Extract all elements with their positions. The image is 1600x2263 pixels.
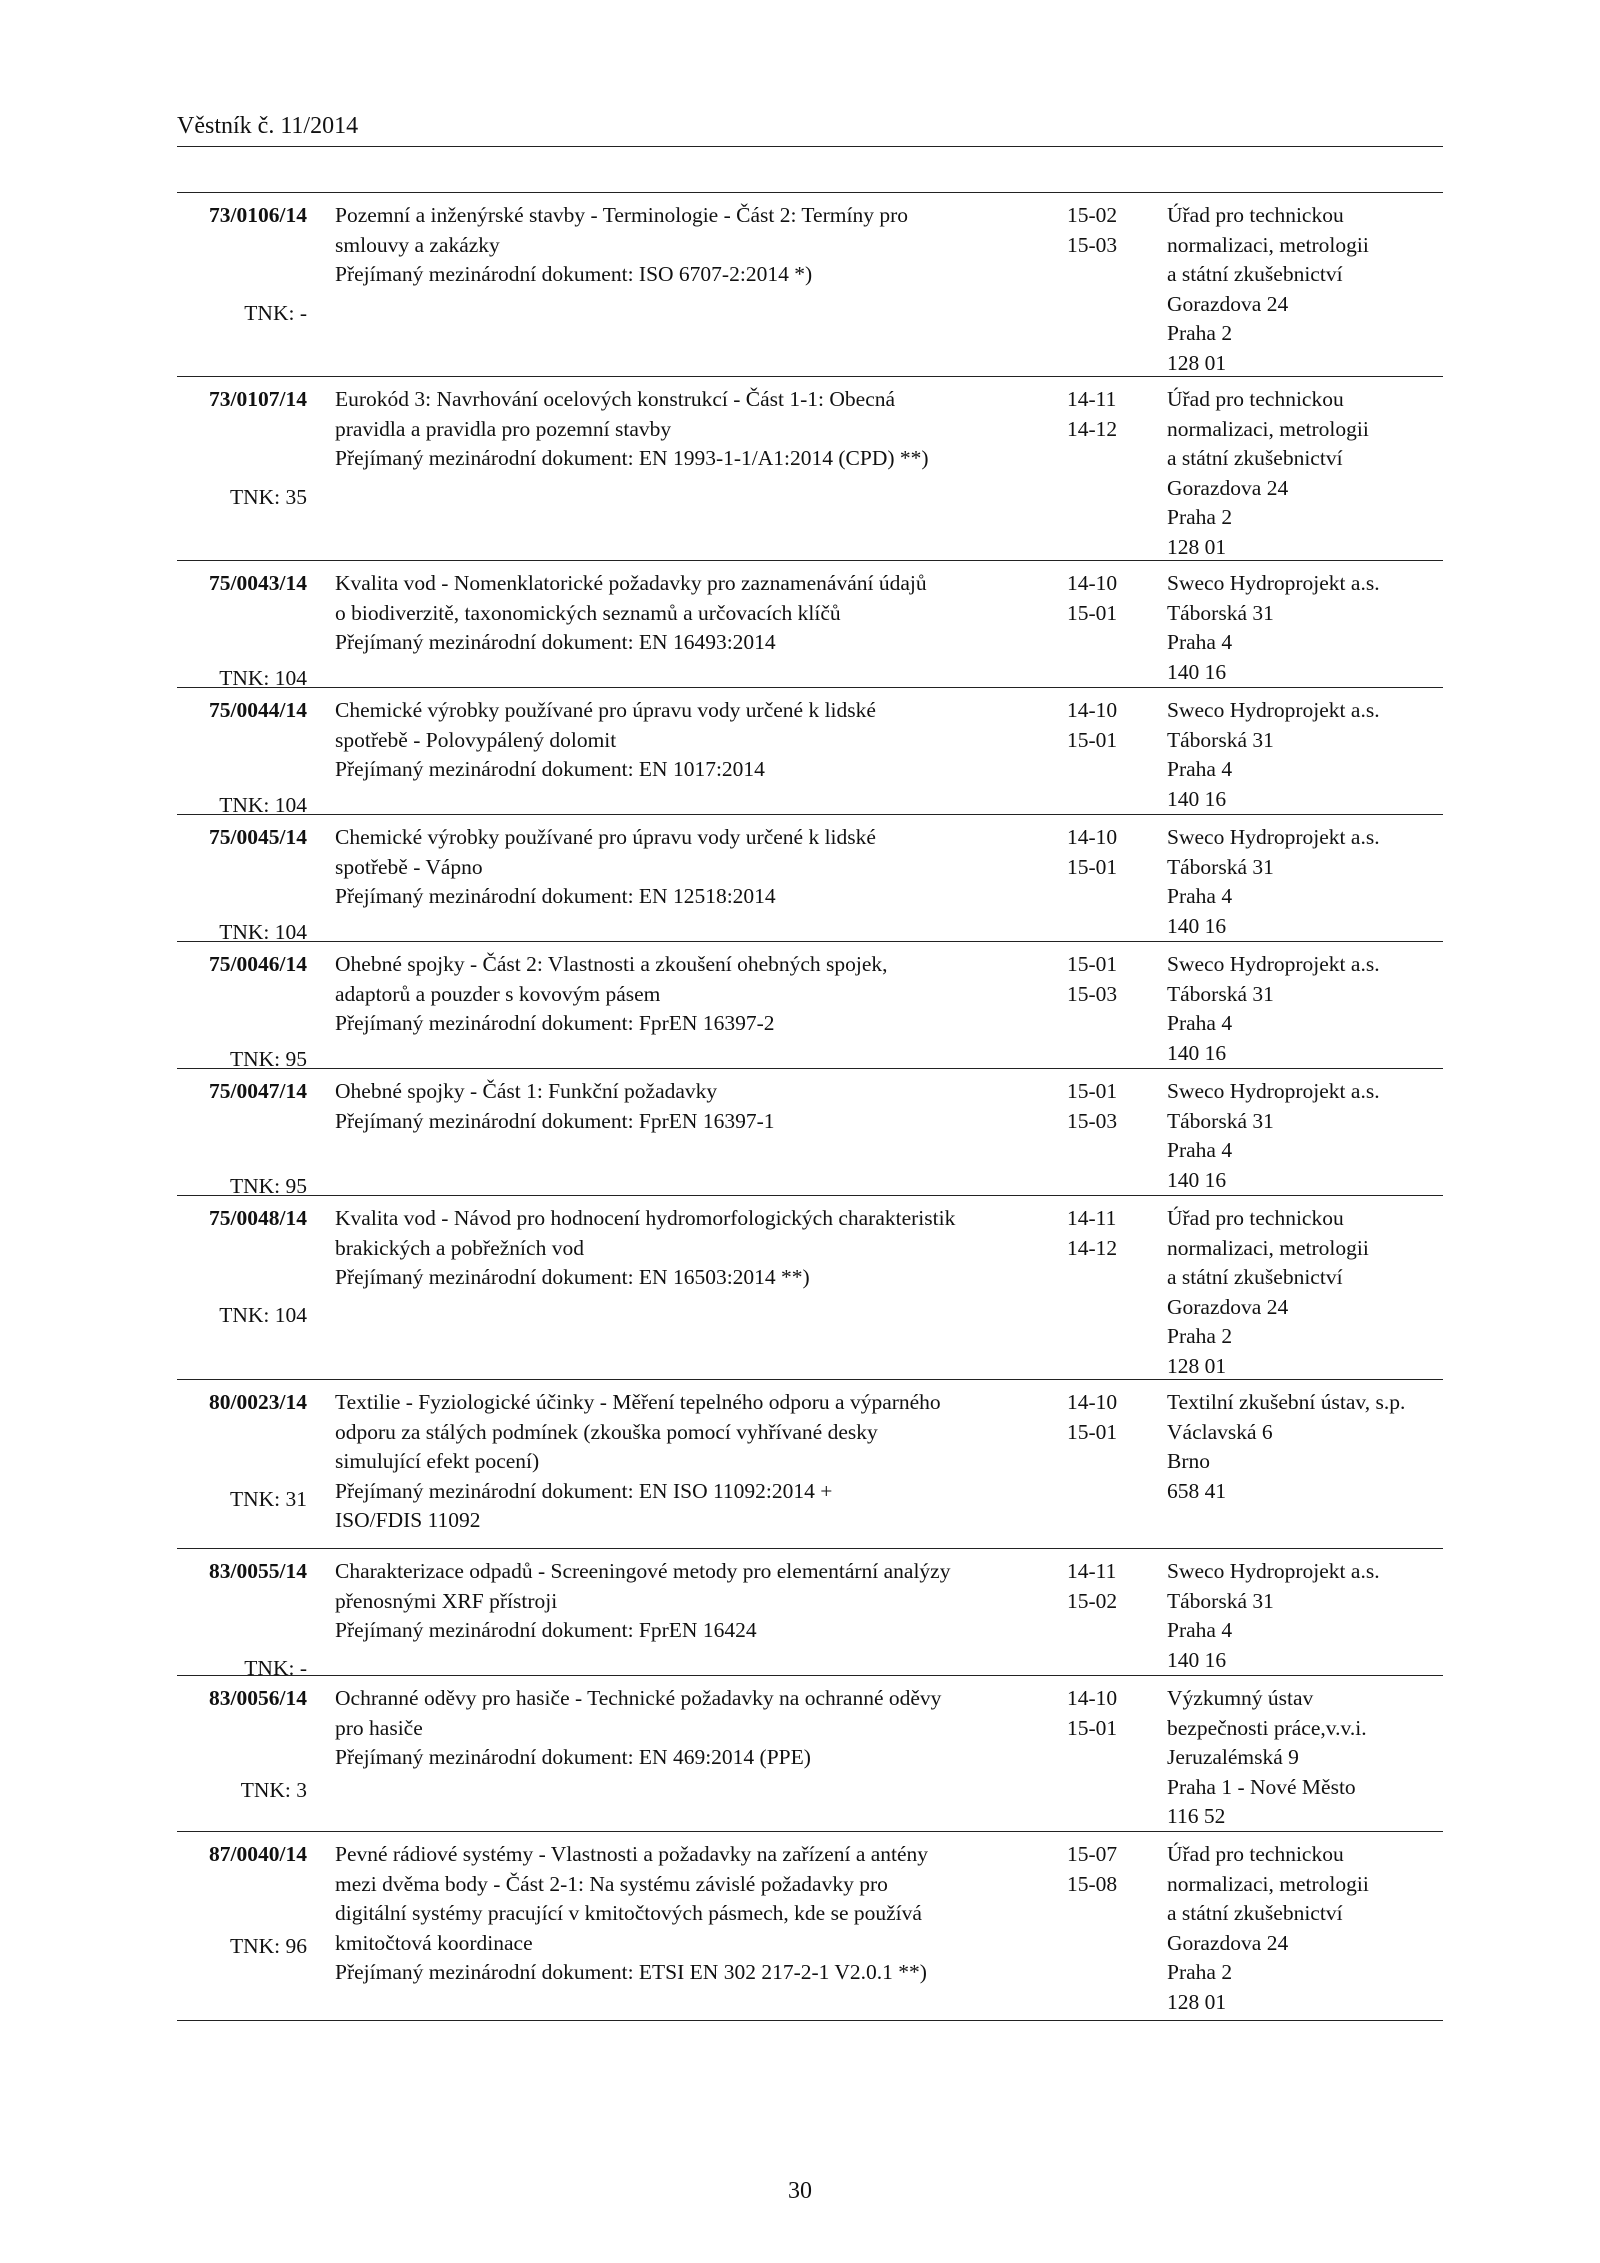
title-line: Pozemní a inženýrské stavby - Terminologie - Část 2: Termíny pro: [335, 203, 908, 227]
address-line: a státní zkušebnictví: [1167, 1265, 1343, 1289]
date-line: 14-10: [1067, 1686, 1118, 1710]
title-line: pravidla a pravidla pro pozemní stavby: [335, 416, 672, 441]
address-line: normalizaci, metrologii: [1167, 1235, 1369, 1260]
table-row: [177, 1196, 1443, 1380]
title-line: Přejímaný mezinárodní dokument: EN 1993-1-1/A1:2014 (CPD) **): [335, 446, 929, 470]
entry-id-cell: [177, 696, 307, 817]
title-line: odporu za stálých podmínek (zkouška pomocí vyhřívané desky: [335, 1419, 878, 1444]
title-line: spotřebě - Vápno: [335, 854, 483, 879]
address-line: 140 16: [1167, 1647, 1227, 1672]
entry-dates-cell: [1067, 1840, 1157, 1899]
entry-title-cell: [335, 1840, 1035, 1988]
address-line: 116 52: [1167, 1804, 1226, 1828]
address-line: Textilní zkušební ústav, s.p.: [1167, 1390, 1406, 1414]
date-line: 14-11: [1067, 387, 1117, 411]
date-line: 15-03: [1067, 1108, 1118, 1133]
table-row: [177, 688, 1443, 815]
title-line: Přejímaný mezinárodní dokument: EN 469:2014 (PPE): [335, 1745, 811, 1769]
date-line: 14-10: [1067, 571, 1118, 595]
title-line: pro hasiče: [335, 1715, 423, 1740]
entry-id-cell: [177, 1557, 307, 1680]
address-line: Sweco Hydroprojekt a.s.: [1167, 1079, 1380, 1103]
tnk-label: TNK: 104: [219, 920, 307, 944]
entry-title-cell: [335, 569, 1035, 658]
address-line: Brno: [1167, 1449, 1210, 1473]
date-line: 15-08: [1067, 1871, 1118, 1896]
date-line: 15-01: [1067, 1419, 1118, 1444]
address-line: Praha 4: [1167, 1138, 1233, 1162]
address-line: a státní zkušebnictví: [1167, 262, 1343, 286]
entry-dates-cell: [1067, 569, 1157, 628]
date-line: 15-02: [1067, 1588, 1118, 1613]
address-line: normalizaci, metrologii: [1167, 1871, 1369, 1896]
address-line: Praha 4: [1167, 1011, 1233, 1035]
entry-address-cell: [1167, 1388, 1447, 1506]
date-line: 15-03: [1067, 232, 1118, 257]
entry-number: 75/0043/14: [209, 571, 307, 595]
entry-number: 75/0045/14: [209, 825, 307, 849]
address-line: Výzkumný ústav: [1167, 1686, 1314, 1710]
title-line: Přejímaný mezinárodní dokument: EN 16493:2014: [335, 630, 776, 654]
address-line: 658 41: [1167, 1478, 1227, 1503]
address-line: normalizaci, metrologii: [1167, 232, 1369, 257]
entry-address-cell: [1167, 950, 1447, 1068]
title-line: adaptorů a pouzder s kovovým pásem: [335, 981, 661, 1006]
title-line: Přejímaný mezinárodní dokument: FprEN 16397-1: [335, 1108, 775, 1133]
entry-address-cell: [1167, 1840, 1447, 2017]
table-row: [177, 193, 1443, 377]
tnk-label: TNK: -: [244, 1656, 307, 1680]
title-line: ISO/FDIS 11092: [335, 1508, 481, 1532]
title-line: o biodiverzitě, taxonomických seznamů a určovacích klíčů: [335, 600, 841, 625]
address-line: Praha 4: [1167, 757, 1233, 781]
entry-number: 83/0056/14: [209, 1686, 307, 1710]
date-line: 15-07: [1067, 1842, 1118, 1866]
date-line: 15-01: [1067, 727, 1118, 752]
title-line: Kvalita vod - Nomenklatorické požadavky pro zaznamenávání údajů: [335, 571, 927, 595]
address-line: a státní zkušebnictví: [1167, 446, 1343, 470]
entry-id-cell: [177, 385, 307, 509]
address-line: Úřad pro technickou: [1167, 387, 1344, 411]
title-line: Chemické výrobky používané pro úpravu vody určené k lidské: [335, 698, 876, 722]
address-line: 140 16: [1167, 659, 1227, 684]
date-line: 15-03: [1067, 981, 1118, 1006]
title-line: Přejímaný mezinárodní dokument: EN 1017:2014: [335, 757, 765, 781]
address-line: 140 16: [1167, 913, 1227, 938]
entry-number: 73/0106/14: [209, 203, 307, 227]
address-line: Sweco Hydroprojekt a.s.: [1167, 1559, 1380, 1583]
date-line: 14-11: [1067, 1206, 1117, 1230]
address-line: Táborská 31: [1167, 727, 1274, 752]
table-row: [177, 1069, 1443, 1196]
table-row: [177, 561, 1443, 688]
title-line: Chemické výrobky používané pro úpravu vody určené k lidské: [335, 825, 876, 849]
address-line: Táborská 31: [1167, 600, 1274, 625]
entry-address-cell: [1167, 823, 1447, 941]
title-line: kmitočtová koordinace: [335, 1930, 533, 1955]
page-header: [177, 112, 1443, 147]
address-line: Gorazdova 24: [1167, 1930, 1289, 1955]
entry-dates-cell: [1067, 385, 1157, 444]
entry-address-cell: [1167, 1077, 1447, 1195]
address-line: Úřad pro technickou: [1167, 1206, 1344, 1230]
entry-title-cell: [335, 1684, 1035, 1773]
title-line: Charakterizace odpadů - Screeningové metody pro elementární analýzy: [335, 1559, 951, 1583]
tnk-label: TNK: -: [244, 301, 307, 325]
title-line: Přejímaný mezinárodní dokument: EN 12518:2014: [335, 884, 776, 908]
tnk-label: TNK: 96: [229, 1934, 307, 1958]
address-line: Gorazdova 24: [1167, 1294, 1289, 1319]
address-line: a státní zkušebnictví: [1167, 1901, 1343, 1925]
page-number: 30: [788, 2178, 812, 2204]
address-line: 140 16: [1167, 1167, 1227, 1192]
entry-dates-cell: [1067, 201, 1157, 260]
entry-id-cell: [177, 1388, 307, 1511]
address-line: Táborská 31: [1167, 1588, 1274, 1613]
title-line: smlouvy a zakázky: [335, 232, 500, 257]
entry-dates-cell: [1067, 1077, 1157, 1136]
title-line: mezi dvěma body - Část 2-1: Na systému závislé požadavky pro: [335, 1871, 888, 1896]
date-line: 14-10: [1067, 698, 1118, 722]
entry-number: 80/0023/14: [209, 1390, 307, 1414]
entry-dates-cell: [1067, 1684, 1157, 1743]
entry-id-cell: [177, 1077, 307, 1198]
date-line: 14-12: [1067, 1235, 1118, 1260]
address-line: Sweco Hydroprojekt a.s.: [1167, 952, 1380, 976]
tnk-label: TNK: 104: [219, 666, 307, 690]
address-line: 140 16: [1167, 786, 1227, 811]
table-row: [177, 377, 1443, 561]
entry-dates-cell: [1067, 696, 1157, 755]
entry-title-cell: [335, 1557, 1035, 1646]
address-line: Praha 2: [1167, 505, 1233, 529]
address-line: 140 16: [1167, 1040, 1227, 1065]
title-line: Ohebné spojky - Část 1: Funkční požadavky: [335, 1079, 718, 1103]
title-line: přenosnými XRF přístroji: [335, 1588, 558, 1613]
entry-address-cell: [1167, 1204, 1447, 1381]
address-line: 128 01: [1167, 1353, 1227, 1378]
entry-dates-cell: [1067, 1204, 1157, 1263]
title-line: Přejímaný mezinárodní dokument: FprEN 16424: [335, 1618, 757, 1642]
address-line: 128 01: [1167, 534, 1227, 559]
entry-id-cell: [177, 823, 307, 944]
title-line: spotřebě - Polovypálený dolomit: [335, 727, 617, 752]
entry-id-cell: [177, 1840, 307, 1958]
entry-number: 83/0055/14: [209, 1559, 307, 1583]
address-line: Sweco Hydroprojekt a.s.: [1167, 825, 1380, 849]
tnk-label: TNK: 3: [240, 1778, 307, 1802]
entry-dates-cell: [1067, 1557, 1157, 1616]
table-row: [177, 815, 1443, 942]
table-row: [177, 1380, 1443, 1549]
entry-number: 87/0040/14: [209, 1842, 307, 1866]
entry-title-cell: [335, 1204, 1035, 1293]
address-line: Praha 4: [1167, 630, 1233, 654]
tnk-label: TNK: 95: [229, 1047, 307, 1071]
entry-dates-cell: [1067, 823, 1157, 882]
address-line: Gorazdova 24: [1167, 291, 1289, 316]
entry-id-cell: [177, 201, 307, 325]
entry-address-cell: [1167, 696, 1447, 814]
tnk-label: TNK: 35: [229, 485, 307, 509]
entry-number: 75/0044/14: [209, 698, 307, 722]
address-line: Jeruzalémská 9: [1167, 1745, 1299, 1769]
journal-title: Věstník č. 11/2014: [177, 113, 359, 139]
title-line: Přejímaný mezinárodní dokument: FprEN 16397-2: [335, 1011, 775, 1035]
entry-number: 75/0047/14: [209, 1079, 307, 1103]
entry-id-cell: [177, 1684, 307, 1802]
entry-dates-cell: [1067, 950, 1157, 1009]
address-line: Praha 2: [1167, 321, 1233, 345]
entry-title-cell: [335, 696, 1035, 785]
address-line: Sweco Hydroprojekt a.s.: [1167, 571, 1380, 595]
address-line: Táborská 31: [1167, 854, 1274, 879]
title-line: Ochranné oděvy pro hasiče - Technické požadavky na ochranné oděvy: [335, 1686, 942, 1710]
address-line: Praha 4: [1167, 884, 1233, 908]
date-line: 14-12: [1067, 416, 1118, 441]
entry-title-cell: [335, 201, 1035, 290]
entry-id-cell: [177, 569, 307, 690]
table-row: [177, 1549, 1443, 1680]
address-line: Táborská 31: [1167, 981, 1274, 1006]
table-row: [177, 1676, 1443, 1832]
address-line: Úřad pro technickou: [1167, 1842, 1344, 1866]
tnk-label: TNK: 31: [229, 1487, 307, 1511]
address-line: 128 01: [1167, 350, 1227, 375]
title-line: Eurokód 3: Navrhování ocelových konstrukcí - Část 1-1: Obecná: [335, 387, 896, 411]
entry-title-cell: [335, 385, 1035, 474]
entry-id-cell: [177, 950, 307, 1071]
standards-table: [177, 192, 1443, 2021]
title-line: Ohebné spojky - Část 2: Vlastnosti a zkoušení ohebných spojek,: [335, 952, 888, 976]
title-line: Přejímaný mezinárodní dokument: ISO 6707-2:2014 *): [335, 262, 813, 286]
tnk-label: TNK: 95: [229, 1174, 307, 1198]
address-line: Praha 1 - Nové Město: [1167, 1774, 1356, 1799]
date-line: 14-10: [1067, 825, 1118, 849]
address-line: Václavská 6: [1167, 1419, 1273, 1444]
entry-title-cell: [335, 1388, 1035, 1536]
entry-title-cell: [335, 1077, 1035, 1136]
entry-address-cell: [1167, 569, 1447, 687]
title-line: Přejímaný mezinárodní dokument: ETSI EN 302 217-2-1 V2.0.1 **): [335, 1960, 927, 1984]
date-line: 14-10: [1067, 1390, 1118, 1414]
address-line: Praha 2: [1167, 1324, 1233, 1348]
entry-dates-cell: [1067, 1388, 1157, 1447]
address-line: Praha 4: [1167, 1618, 1233, 1642]
table-row: [177, 1832, 1443, 2021]
entry-title-cell: [335, 950, 1035, 1039]
entry-address-cell: [1167, 385, 1447, 562]
date-line: 14-11: [1067, 1559, 1117, 1583]
address-line: Sweco Hydroprojekt a.s.: [1167, 698, 1380, 722]
entry-number: 75/0046/14: [209, 952, 307, 976]
date-line: 15-01: [1067, 952, 1118, 976]
date-line: 15-01: [1067, 854, 1118, 879]
title-line: brakických a pobřežních vod: [335, 1235, 584, 1260]
address-line: normalizaci, metrologii: [1167, 416, 1369, 441]
title-line: simulující efekt pocení): [335, 1449, 540, 1473]
date-line: 15-01: [1067, 1079, 1118, 1103]
tnk-label: TNK: 104: [219, 1303, 307, 1327]
entry-id-cell: [177, 1204, 307, 1327]
entry-address-cell: [1167, 201, 1447, 378]
entry-address-cell: [1167, 1557, 1447, 1675]
table-row: [177, 942, 1443, 1069]
tnk-label: TNK: 104: [219, 793, 307, 817]
address-line: Gorazdova 24: [1167, 475, 1289, 500]
address-line: Úřad pro technickou: [1167, 203, 1344, 227]
entry-address-cell: [1167, 1684, 1447, 1832]
title-line: Kvalita vod - Návod pro hodnocení hydromorfologických charakteristik: [335, 1206, 956, 1230]
title-line: Textilie - Fyziologické účinky - Měření tepelného odporu a výparného: [335, 1390, 941, 1414]
date-line: 15-02: [1067, 203, 1118, 227]
title-line: Přejímaný mezinárodní dokument: EN ISO 11092:2014 +: [335, 1478, 833, 1503]
address-line: Táborská 31: [1167, 1108, 1274, 1133]
date-line: 15-01: [1067, 1715, 1118, 1740]
date-line: 15-01: [1067, 600, 1118, 625]
address-line: Praha 2: [1167, 1960, 1233, 1984]
entry-number: 73/0107/14: [209, 387, 307, 411]
entry-number: 75/0048/14: [209, 1206, 307, 1230]
address-line: bezpečnosti práce,v.v.i.: [1167, 1715, 1367, 1740]
title-line: Pevné rádiové systémy - Vlastnosti a požadavky na zařízení a antény: [335, 1842, 929, 1866]
address-line: 128 01: [1167, 1989, 1227, 2014]
entry-title-cell: [335, 823, 1035, 912]
title-line: digitální systémy pracující v kmitočtových pásmech, kde se používá: [335, 1901, 922, 1925]
title-line: Přejímaný mezinárodní dokument: EN 16503:2014 **): [335, 1265, 810, 1289]
